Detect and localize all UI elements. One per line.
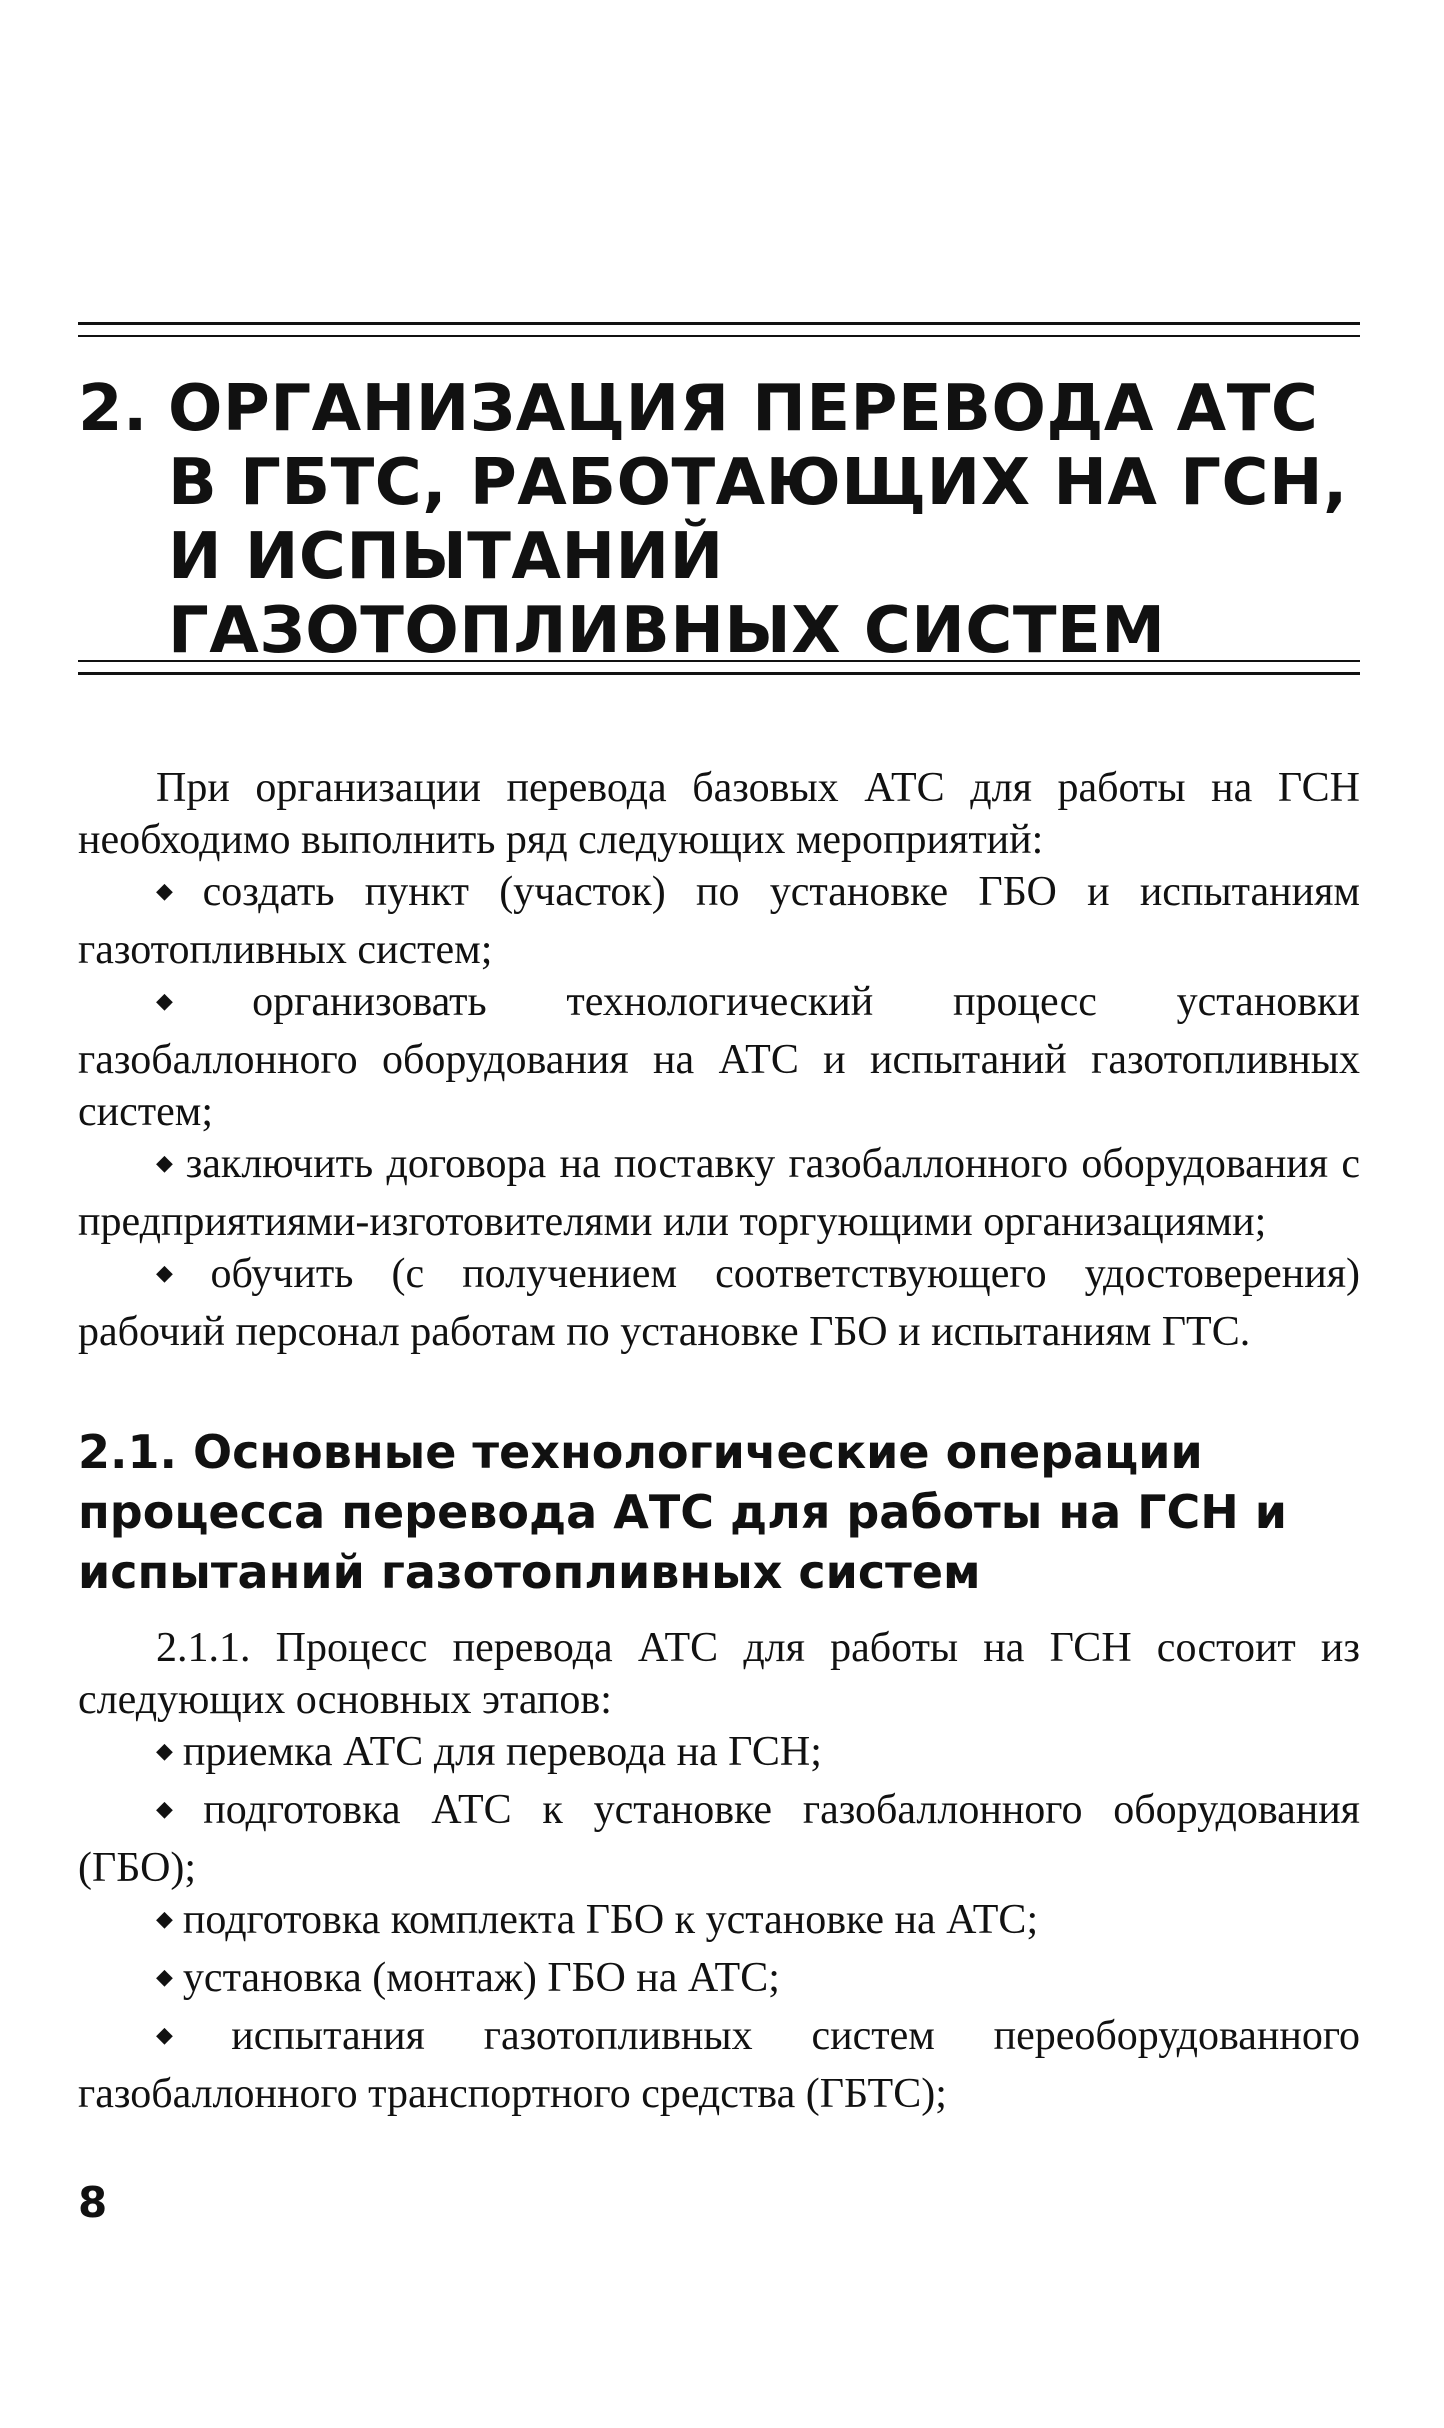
section-paragraph: 2.1.1. Процесс перевода АТС для работы на ГСН состоит из следующих основных этапов: xyxy=(78,1625,1360,1723)
section-bullet-4: ◆ установка (монтаж) ГБО на АТС; xyxy=(78,1952,1360,2010)
chapter-title-line-3: И ИСПЫТАНИЙ xyxy=(168,520,724,594)
section-text xyxy=(78,1622,1360,2120)
section-bullet-5: ◆ испытания газотопливных систем переоборудованного газобаллонного транспортного средства (ГБТС); xyxy=(78,2010,1360,2120)
intro-bullet-1: ◆ создать пункт (участок) по установке ГБО и испытаниям газотопливных систем; xyxy=(78,866,1360,976)
section-bullet-2: ◆ подготовка АТС к установке газобаллонного оборудования (ГБО); xyxy=(78,1784,1360,1894)
top-rule xyxy=(78,322,1360,325)
bottom-rule-thin xyxy=(78,660,1360,662)
chapter-title-line-1: 2. ОРГАНИЗАЦИЯ ПЕРЕВОДА АТС xyxy=(78,372,1319,446)
page-number: 8 xyxy=(78,2178,108,2227)
intro-text xyxy=(78,762,1360,1358)
chapter-title-line-4: ГАЗОТОПЛИВНЫХ СИСТЕМ xyxy=(168,594,1166,668)
section-bullet-3: ◆ подготовка комплекта ГБО к установке на АТС; xyxy=(78,1894,1360,1952)
chapter-title-line-2: В ГБТС, РАБОТАЮЩИХ НА ГСН, xyxy=(168,446,1348,520)
section-bullet-1: ◆ приемка АТС для перевода на ГСН; xyxy=(78,1726,1360,1784)
intro-bullet-3: ◆ заключить договора на поставку газобаллонного оборудования с предприятиями-изготовителями или торгующими организациями; xyxy=(78,1138,1360,1248)
intro-bullet-4: ◆ обучить (с получением соответствующего удостоверения) рабочий персонал работам по установке ГБО и испытаниям ГТС. xyxy=(78,1248,1360,1358)
intro-paragraph: При организации перевода базовых АТС для работы на ГСН необходимо выполнить ряд следующих мероприятий: xyxy=(78,765,1360,863)
top-rule-thin xyxy=(78,335,1360,337)
bottom-rule xyxy=(78,672,1360,675)
chapter-number: 2. xyxy=(78,372,148,446)
section-title: 2.1. Основные технологические операции процесса перевода АТС для работы на ГСН и испытаний газотопливных систем xyxy=(78,1425,1287,1599)
intro-bullet-2: ◆ организовать технологический процесс установки газобаллонного оборудования на АТС и испытаний газотопливных систем; xyxy=(78,976,1360,1138)
chapter-title xyxy=(78,372,1368,668)
